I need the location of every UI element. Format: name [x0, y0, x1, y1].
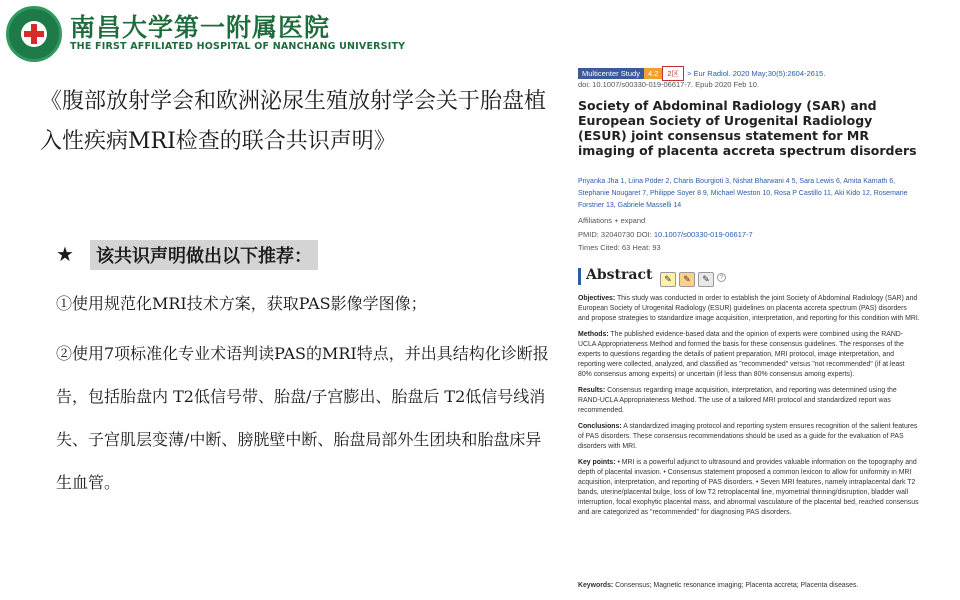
paper-title: Society of Abdominal Radiology (SAR) and European Society of Urogenital Radiology (ESUR) joint consensus statement for MR imaging of placenta accreta spectrum disorders — [578, 98, 917, 158]
keypoints-text: • MRI is a powerful adjunct to ultrasound and provides valuable information on the topography and depth of placental invasion. • Consensus statement proposed a common lexicon to allow for uniformity in MRI acquisition, interpretation, and reporting of PAS disorders. • Seven MRI features, namely intraplacental dark T2 bands, uterine/placental bulge, loss of low T2 retroplacental line, myometrial thinning/disruption, bladder wall interruption, focal exophytic placental mass, and abnormal vasculature of the placental bed, reached consensus and are categorized as "recommended" for diagnosing PAS disorders. — [578, 459, 919, 516]
keywords — [578, 582, 920, 589]
journal-link[interactable]: > Eur Radiol. 2020 May;30(5):2604-2615. — [687, 69, 826, 78]
abstract-methods — [578, 330, 920, 380]
keywords-text: Consensus; Magnetic resonance imaging; Placenta accreta; Placenta diseases. — [613, 582, 859, 589]
star-icon: ★ — [56, 242, 74, 266]
zone-badge: 2区 — [662, 66, 684, 81]
help-icon[interactable]: ? — [717, 273, 726, 282]
recommendation-item-1: ①使用规范化MRI技术方案，获取PAS影像学图像； — [56, 294, 427, 313]
abstract-results — [578, 386, 920, 416]
hospital-logo-icon — [6, 6, 62, 62]
impact-factor-badge: 4.2 — [644, 68, 662, 79]
abstract-tools — [660, 269, 726, 287]
pmid-line — [578, 230, 753, 239]
keywords-label: Keywords: — [578, 582, 614, 589]
author-list[interactable]: Priyanka Jha 1, Liina Pöder 2, Charis Bourgioti 3, Nishat Bharwani 4 5, Sara Lewis 6, Amita Kamath 6, Stephanie Nougaret 7, Philippe Soyer 8 9, Michael Weston 10, Rosa P Castillo 11, Aki Kido 12, Rosemarie Forstner 13, Gabriele Masselli 14 — [578, 178, 908, 209]
abstract-objectives — [578, 294, 920, 324]
methods-text: The published evidence-based data and the opinion of experts were combined using the RAND-UCLA Appropriateness Method and formed the basis for these consensus guidelines. The responses of the experts to questions regarding the details of patient preparation, MRI protocol, image interpretation, and reporting were collected, analyzed, and classified as "recommended" versus "not recommended" (if at least 80% consensus among experts) or uncertain (if less than 80% consensus among experts). — [578, 331, 905, 378]
abstract-body — [578, 294, 920, 524]
objectives-label: Objectives: — [578, 295, 616, 302]
methods-label: Methods: — [578, 331, 609, 338]
abstract-conclusions — [578, 422, 920, 452]
doi-link[interactable]: 10.1007/s00330-019-06617-7 — [653, 230, 753, 239]
times-cited: Times Cited: 63 Heat: 93 — [578, 243, 661, 252]
edit-pen-icon[interactable]: ✎ — [698, 272, 714, 287]
abstract-keypoints — [578, 458, 920, 518]
abstract-accent-bar — [578, 268, 581, 285]
results-label: Results: — [578, 387, 606, 394]
conclusions-text: A standardized imaging protocol and reporting system ensures recognition of the salient features of PAS disorders. These consensus recommendations should be used as a guide for the evaluation of PAS disorders with MRI. — [578, 423, 918, 450]
paper-screenshot — [570, 60, 930, 596]
conclusions-label: Conclusions: — [578, 423, 622, 430]
pmid-label: PMID: 32040730 DOI: — [578, 230, 654, 239]
doi-line: doi: 10.1007/s00330-019-06617-7. Epub 2020 Feb 10. — [578, 80, 759, 89]
hospital-name-cn: 南昌大学第一附属医院 — [70, 13, 331, 42]
paper-badge-row — [578, 66, 825, 81]
note-pen-icon[interactable]: ✎ — [679, 272, 695, 287]
abstract-title: Abstract — [586, 267, 653, 283]
results-text: Consensus regarding image acquisition, interpretation, and reporting was determined using the RAND-UCLA Appropriateness Method. The use of a tailored MRI protocol and standardized report was recommended. — [578, 387, 897, 414]
study-type-badge: Multicenter Study — [578, 68, 644, 79]
objectives-text: This study was conducted in order to establish the joint Society of Abdominal Radiology (SAR) and European Society of Urogenital Radiology (ESUR) guidelines on placenta accreta spectrum (PAS) disorders and propose strategies to standardize image acquisition, interpretation, and reporting for this condition with MRI. — [578, 295, 920, 322]
highlight-pen-icon[interactable]: ✎ — [660, 272, 676, 287]
keypoints-label: Key points: — [578, 459, 616, 466]
hospital-name-en: THE FIRST AFFILIATED HOSPITAL OF NANCHANG UNIVERSITY — [70, 41, 406, 52]
recommendation-heading: 该共识声明做出以下推荐： — [90, 240, 318, 270]
slide-title: 《腹部放射学会和欧洲泌尿生殖放射学会关于胎盘植入性疾病MRI检查的联合共识声明》 — [40, 89, 547, 154]
recommendation-item-2: ②使用7项标准化专业术语判读PAS的MRI特点，并出具结构化诊断报告，包括胎盘内 T2低信号带、胎盘/子宫膨出、胎盘后 T2低信号线消失、子宫肌层变薄/中断、膀胱壁中断、胎盘局部外生团块和胎盘床异生血管。 — [56, 344, 549, 492]
logo-cross-horizontal — [24, 31, 44, 37]
affiliations-expand[interactable]: Affiliations + expand — [578, 216, 646, 225]
